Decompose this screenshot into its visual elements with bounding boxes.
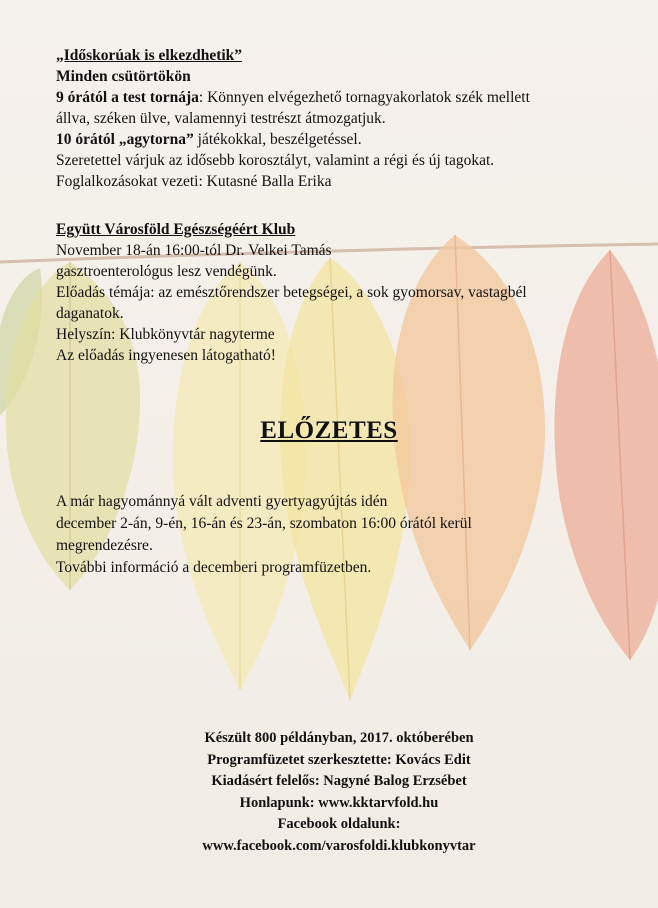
gymnastics-line-2: állva, széken ülve, valamennyi testrészt átmozgatjuk.: [56, 110, 386, 127]
health-club-line: Helyszín: Klubkönyvtár nagyterme: [56, 326, 275, 343]
health-club-line: daganatok.: [56, 305, 124, 322]
brain-gym-text: játékokkal, beszélgetéssel.: [193, 131, 362, 148]
footer-line: Programfüzetet szerkesztette: Kovács Edit: [207, 751, 471, 768]
gymnastics-text: : Könnyen elvégezhető tornagyakorlatok szék mellett: [198, 89, 530, 106]
health-club-line: Az előadás ingyenesen látogatható!: [56, 347, 276, 364]
section-seniors-title: „Időskorúak is elkezdhetik”: [56, 47, 243, 64]
advent-line: megrendezésre.: [56, 537, 153, 554]
gymnastics-label: 9 órától a test tornája: [56, 89, 199, 106]
footer-line: Facebook oldalunk:: [277, 816, 401, 832]
advent-line: További információ a decemberi programfüzetben.: [56, 559, 372, 576]
section-advent: [56, 491, 636, 579]
advent-line: A már hagyománnyá vált adventi gyertyagyújtás idén: [56, 493, 388, 510]
health-club-title: Együtt Városföld Egészségéért Klub: [56, 221, 296, 238]
section-health-club: [56, 219, 636, 366]
health-club-line: November 18-án 16:00-tól Dr. Velkei Tamás: [56, 242, 332, 259]
gymnastics-line: [56, 87, 636, 108]
imprint-footer: [0, 728, 658, 857]
section-seniors-subtitle: Minden csütörtökön: [56, 68, 191, 85]
advent-line: december 2-án, 9-én, 16-án és 23-án, szombaton 16:00 órától kerül: [56, 515, 472, 532]
health-club-line: gasztroenterológus lesz vendégünk.: [56, 263, 277, 280]
footer-facebook: www.facebook.com/varosfoldi.klubkonyvtar: [202, 837, 476, 854]
health-club-line: Előadás témája: az emésztőrendszer betegségei, a sok gyomorsav, vastagbél: [56, 284, 527, 301]
footer-line: Készült 800 példányban, 2017. októberében: [204, 730, 474, 746]
invitation-line: Szeretettel várjuk az idősebb korosztályt, valamint a régi és új tagokat.: [56, 152, 495, 169]
leader-line: Foglalkozásokat vezeti: Kutasné Balla Erika: [56, 173, 332, 190]
brain-gym-line: [56, 129, 636, 150]
preview-heading: ELŐZETES: [260, 417, 398, 444]
footer-website: Honlapunk: www.kktarvfold.hu: [239, 794, 439, 811]
footer-line: Kiadásért felelős: Nagyné Balog Erzsébet: [211, 773, 467, 789]
brain-gym-label: 10 órától „agytorna”: [56, 131, 194, 148]
section-seniors: [56, 45, 636, 192]
